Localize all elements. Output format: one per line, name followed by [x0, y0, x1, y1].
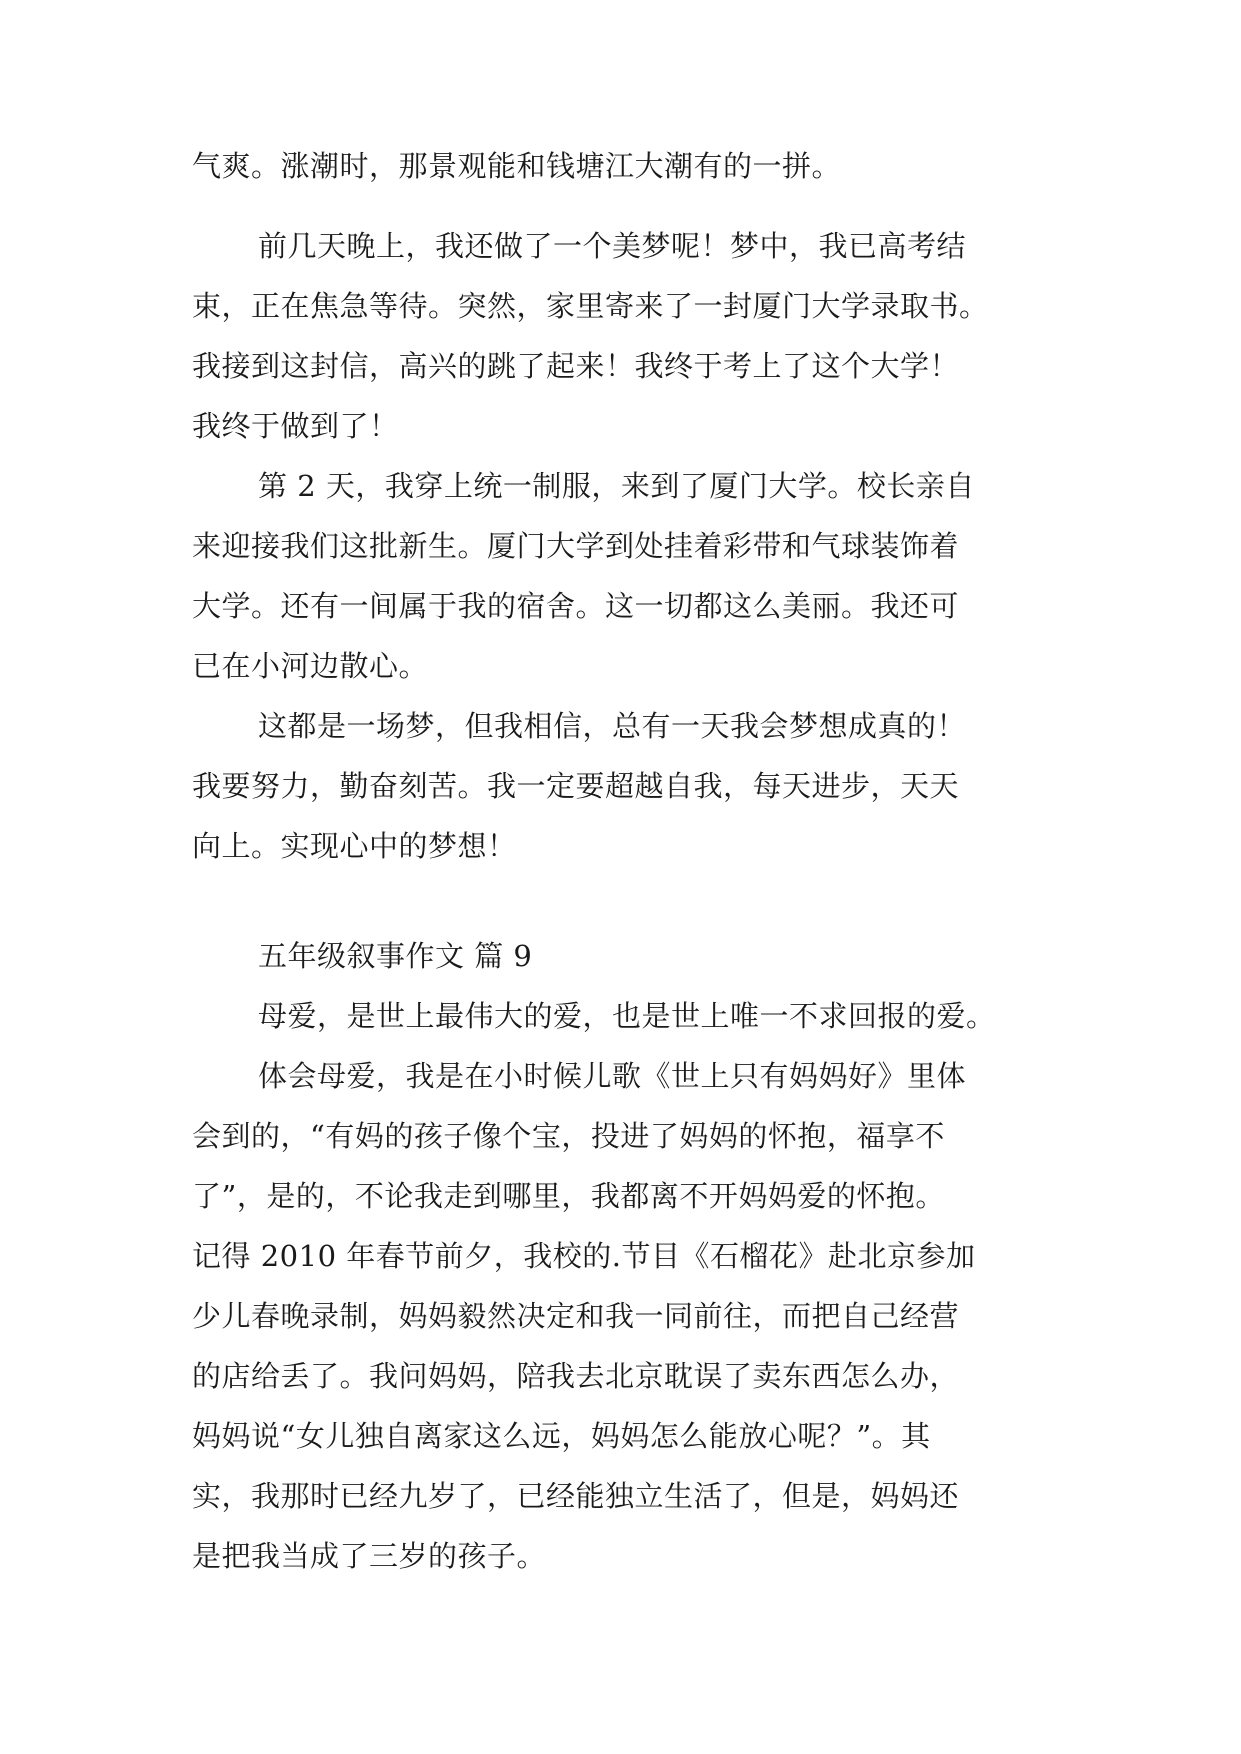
text-line: 大学。还有一间属于我的宿舍。这一切都这么美丽。我还可	[192, 589, 960, 623]
text-line: 向上。实现心中的梦想！	[192, 829, 517, 863]
text-line: 母爱，是世上最伟大的爱，也是世上唯一不求回报的爱。	[258, 999, 996, 1033]
text-line: 束，正在焦急等待。突然，家里寄来了一封厦门大学录取书。	[192, 289, 989, 323]
text-line: 我要努力，勤奋刻苦。我一定要超越自我，每天进步，天天	[192, 769, 960, 803]
text-line: 了”，是的，不论我走到哪里，我都离不开妈妈爱的怀抱。	[192, 1179, 945, 1213]
text-line: 的店给丢了。我问妈妈，陪我去北京耽误了卖东西怎么办，	[192, 1359, 960, 1393]
text-line: 我接到这封信，高兴的跳了起来！我终于考上了这个大学！	[192, 349, 960, 383]
text-line: 体会母爱，我是在小时候儿歌《世上只有妈妈好》里体	[258, 1059, 967, 1093]
text-line: 这都是一场梦，但我相信，总有一天我会梦想成真的！	[258, 709, 967, 743]
text-line: 是把我当成了三岁的孩子。	[192, 1539, 547, 1573]
text-line: 已在小河边散心。	[192, 649, 429, 683]
text-line: 来迎接我们这批新生。厦门大学到处挂着彩带和气球装饰着	[192, 529, 960, 563]
text-line: 会到的，“有妈的孩子像个宝，投进了妈妈的怀抱，福享不	[192, 1119, 945, 1153]
text-line: 实，我那时已经九岁了，已经能独立生活了，但是，妈妈还	[192, 1479, 960, 1513]
text-line: 前几天晚上，我还做了一个美梦呢！梦中，我已高考结	[258, 229, 967, 263]
text-line: 少儿春晚录制，妈妈毅然决定和我一同前往，而把自己经营	[192, 1299, 960, 1333]
text-line: 记得 2010 年春节前夕，我校的.节目《石榴花》赴北京参加	[192, 1239, 976, 1273]
section-heading: 五年级叙事作文 篇 9	[258, 939, 533, 973]
text-line: 妈妈说“女儿独自离家这么远，妈妈怎么能放心呢？”。其	[192, 1419, 931, 1453]
text-line: 我终于做到了！	[192, 409, 399, 443]
text-line: 气爽。涨潮时，那景观能和钱塘江大潮有的一拼。	[192, 149, 842, 183]
text-line: 第 2 天，我穿上统一制服，来到了厦门大学。校长亲自	[258, 469, 975, 503]
